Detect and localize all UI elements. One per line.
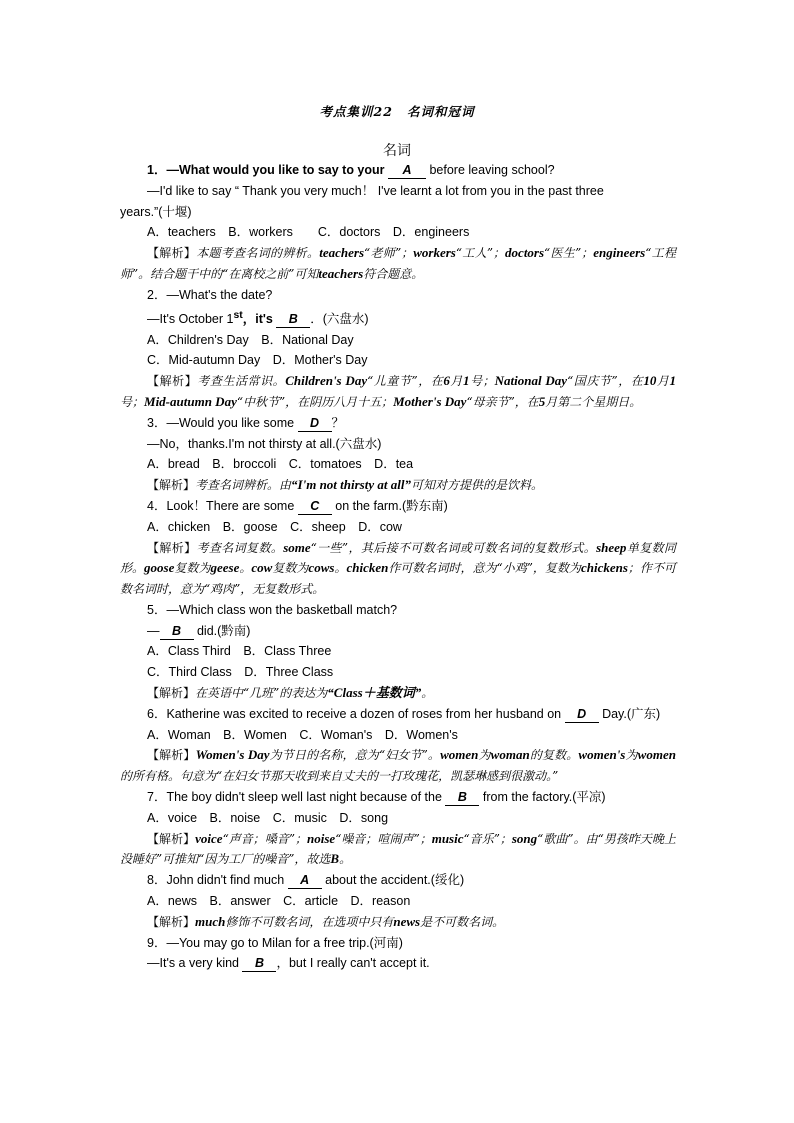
question-5-options-1: A．Class Third B．Class Three xyxy=(147,644,332,659)
question-9: 9．—You may go to Milan for a free trip.(河南) xyxy=(147,935,403,950)
explanation-5: 【解析】在英语中“几班”的表达为“Class＋基数词”。 xyxy=(147,685,434,701)
answer-blank: A xyxy=(388,163,426,179)
question-1-options: A．teachers B．workers C．doctors D．engineers xyxy=(147,225,470,240)
question-9-line2: —It's a very kind B ，but I really can't accept it. xyxy=(147,956,430,971)
question-5-line2: — B did.(黔南) xyxy=(147,623,251,638)
question-7-options: A．voice B．noise C．music D．song xyxy=(147,810,389,825)
question-1: 1．—What would you like to say to your A before leaving school? xyxy=(147,163,555,177)
explanation-3: 【解析】考查名词辨析。由“I'm not thirsty at all”可知对方提供的是饮料。 xyxy=(147,477,543,493)
explanation-8: 【解析】much修饰不可数名词，在选项中只有news是不可数名词。 xyxy=(147,913,505,929)
question-8: 8．John didn't find much A about the accident.(绥化) xyxy=(147,873,465,888)
question-3-options: A．bread B．broccoli C．tomatoes D．tea xyxy=(147,457,414,472)
explanation-1: 【解析】本题考查名词的辨析。teachers“老师”；workers“工人”；doctors“医生”；engineers“工程师”。结合题干中的“在离校之前”可知teachers符合题意。 xyxy=(120,245,676,281)
answer-blank: B xyxy=(160,624,194,640)
question-2-options-2: C．Mid-autumn Day D．Mother's Day xyxy=(147,353,368,368)
question-6-options: A．Woman B．Women C．Woman's D．Women's xyxy=(147,727,458,742)
title-left: 考点集训22 xyxy=(319,104,393,119)
answer-blank: B xyxy=(445,790,479,806)
question-4-options: A．chicken B．goose C．sheep D．cow xyxy=(147,519,402,534)
answer-blank: B xyxy=(276,312,310,328)
question-2: 2．—What's the date? xyxy=(147,287,273,302)
question-3: 3．—Would you like some D ？ xyxy=(147,415,345,430)
question-5-options-2: C．Third Class D．Three Class xyxy=(147,665,334,680)
question-3-line2: —No，thanks.I'm not thirsty at all.(六盘水) xyxy=(147,436,382,451)
question-8-options: A．news B．answer C．article D．reason xyxy=(147,894,411,909)
question-2-options-1: A．Children's Day B．National Day xyxy=(147,332,354,347)
answer-blank: A xyxy=(288,873,322,889)
explanation-6: 【解析】Women's Day为节日的名称，意为“妇女节”。women为woman的复数。women's为women的所有格。句意为“在妇女节那天收到来自丈夫的一打玫瑰花，凯瑟琳感到很激动。” xyxy=(120,747,676,784)
question-1-line2: —I'd like to say “ Thank you very much！ I've learnt a lot from you in the past three xyxy=(147,183,604,198)
question-6: 6．Katherine was excited to receive a dozen of roses from her husband on D Day.(广东) xyxy=(147,706,661,721)
question-4: 4．Look！There are some C on the farm.(黔东南) xyxy=(147,498,448,513)
answer-blank: D xyxy=(298,416,332,432)
answer-blank: C xyxy=(298,499,332,515)
exercise-content xyxy=(120,160,676,974)
question-7: 7．The boy didn't sleep well last night because of the B from the factory.(平凉) xyxy=(147,790,606,805)
explanation-2: 【解析】考查生活常识。Children's Day“儿童节”，在6月1号；National Day“国庆节”，在10月1号；Mid-autumn Day“中秋节”，在阴历八月十五；Mother's Day“母亲节”，在5月第二个星期日。 xyxy=(120,373,676,409)
explanation-4: 【解析】考查名词复数。some“一些”，其后接不可数名词或可数名词的复数形式。sheep单复数同形。goose复数为geese。cow复数为cows。chicken作可数名词时，意为“小鸡”，复数为chickens；作不可数名词时，意为“鸡肉”，无复数形式。 xyxy=(120,539,676,597)
question-1-line3: years.”(十堰) xyxy=(120,204,192,219)
answer-blank: B xyxy=(242,956,276,972)
title-right: 名词和冠词 xyxy=(406,104,475,119)
answer-blank: D xyxy=(565,707,599,723)
question-5: 5．—Which class won the basketball match? xyxy=(147,602,398,617)
question-2-line2: —It's October 1st，it's B ．(六盘水) xyxy=(147,309,369,326)
section-title: 名词 xyxy=(383,143,411,159)
page-title xyxy=(0,102,794,120)
explanation-7: 【解析】voice“声音；嗓音”；noise“噪音；喧闹声”；music“音乐”；song“歌曲”。由“男孩昨天晚上没睡好”可推知“因为工厂的噪音”，故选B。 xyxy=(120,830,676,867)
